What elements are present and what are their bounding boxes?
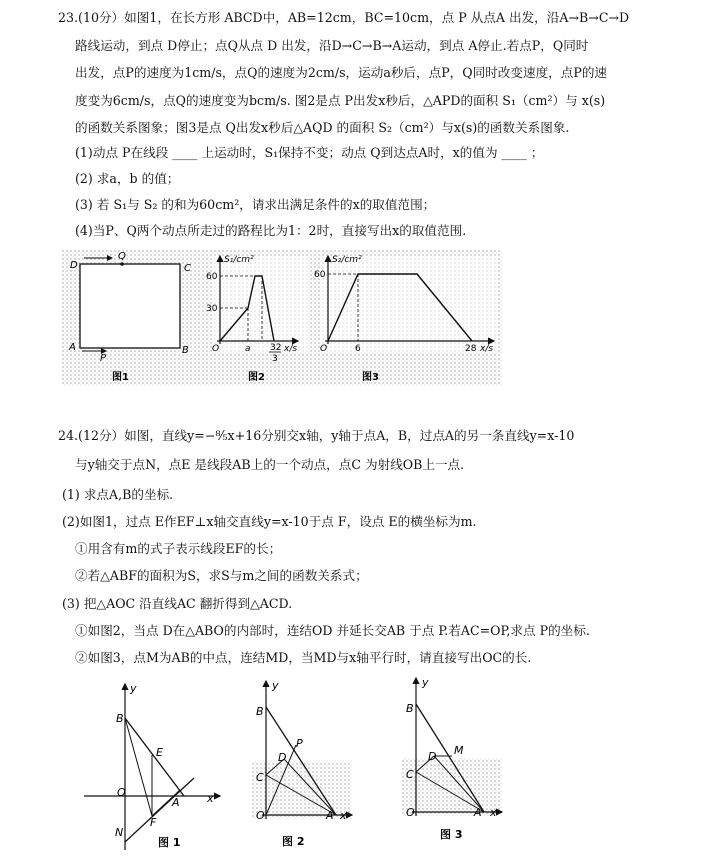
q24-line-9: ②如图3，点M为AB的中点，连结MD，当MD与x轴平行时，请直接写出OC的长. [75, 650, 532, 665]
axis-y: y [272, 679, 279, 692]
point-B: B [116, 712, 124, 725]
q24-line-2: 与y轴交于点N，点E 是线段AB上的一个动点，点C 为射线OB上一点. [75, 457, 465, 472]
label-A: A [69, 342, 76, 353]
fig3-x28: 28 [465, 344, 477, 354]
caption: 图 1 [158, 836, 181, 849]
caption: 图 3 [440, 828, 463, 841]
q24-line-1: 24.(12分）如图，直线y=−⁸⁄₅x+16分别交x轴，y轴于点A，B，过点A的另一条直线y=x-10 [58, 428, 575, 443]
fig2-ylabel: S₁/cm² [224, 255, 254, 265]
axis-x: x [340, 809, 347, 822]
origin-O: O [406, 806, 415, 819]
point-N: N [115, 826, 124, 839]
fig2-origin: O [212, 344, 220, 354]
fig3-caption: 图3 [362, 372, 379, 383]
q24-line-3: (1) 求点A,B的坐标. [62, 487, 174, 502]
q23-line-2: 路线运动，到点 D停止；点Q从点 D 出发，沿D→C→B→A运动，到点 A停止.若点P，Q同时 [75, 38, 589, 53]
fig3-x6: 6 [355, 344, 361, 354]
q23-line-4: 度变为6cm/s，点Q的速度变为bcm/s. 图2是点 P出发x秒后，△APD的面积 S₁（cm²）与 x(s) [75, 93, 606, 108]
caption: 图 2 [282, 835, 305, 848]
q24-line-6: ②若△ABF的面积为S，求S与m之间的函数关系式； [75, 568, 368, 583]
q23-line-8: (3) 若 S₁与 S₂ 的和为60cm²，请求出满足条件的x的取值范围； [75, 197, 436, 212]
origin-O: O [117, 786, 126, 799]
point-M: M [454, 744, 464, 757]
axis-x: x [207, 792, 214, 805]
fig3-ylabel: S₂/cm² [332, 255, 362, 265]
fig3-xlabel: x/s [480, 344, 494, 354]
q24-fig3 [398, 672, 508, 852]
fig2-y60: 60 [206, 272, 218, 282]
fig2-x3: 3 [272, 354, 278, 364]
q23-figures [62, 250, 502, 386]
label-B: B [182, 345, 189, 356]
point-D: D [428, 750, 437, 763]
point-A: A [474, 806, 482, 819]
q24-fig1 [80, 678, 230, 858]
point-A: A [326, 809, 334, 822]
fig3-origin: O [320, 344, 328, 354]
q24-line-5: ①用含有m的式子表示线段EF的长； [75, 541, 282, 556]
label-C: C [184, 263, 191, 274]
q23-line-9: (4)当P、Q两个动点所走过的路程比为1：2时，直接写出x的取值范围. [75, 223, 467, 238]
q23-line-1: 23.(10分）如图1，在长方形 ABCD中，AB=12cm，BC=10cm，点 P 从点A 出发，沿A→B→C→D [58, 10, 630, 25]
q23-line-7: (2) 求a，b 的值； [75, 171, 180, 186]
q24-line-8: ①如图2，当点 D在△ABO的内部时，连结OD 并延长交AB 于点 P.若AC=OP,求点 P的坐标. [75, 623, 590, 638]
fig2-xa: a [245, 344, 251, 354]
fig2-x32: 32 [270, 343, 282, 353]
point-F: F [150, 816, 157, 829]
label-P: P [100, 353, 107, 364]
point-C: C [406, 768, 414, 781]
q23-line-6: (1)动点 P在线段 ____ 上运动时，S₁保持不变；动点 Q到达点A时，x的值为 ____ ； [75, 145, 544, 160]
point-E: E [156, 746, 163, 759]
fig3-y60: 60 [314, 270, 326, 280]
axis-y: y [422, 676, 429, 689]
fig2-y30: 30 [206, 304, 218, 314]
origin-O: O [256, 809, 265, 822]
point-D: D [278, 751, 287, 764]
q24-line-4: (2)如图1，过点 E作EF⊥x轴交直线y=x-10于点 F，设点 E的横坐标为m. [62, 514, 477, 529]
point-A: A [172, 796, 180, 809]
label-Q: Q [118, 251, 126, 262]
q23-line-3: 出发，点P的速度为1cm/s，点Q的速度为2cm/s，运动a秒后，点P，Q同时改变速度，点P的速 [75, 65, 608, 80]
point-C: C [256, 771, 264, 784]
point-B: B [256, 705, 264, 718]
q24-line-7: (3) 把△AOC 沿直线AC 翻折得到△ACD. [62, 596, 293, 611]
axis-y: y [130, 682, 137, 695]
fig2-xlabel: x/s [284, 344, 298, 354]
point-P: P [296, 737, 303, 750]
axis-x: x [490, 806, 497, 819]
fig2-caption: 图2 [248, 372, 265, 383]
label-D: D [70, 260, 78, 271]
fig1-caption: 图1 [112, 372, 129, 383]
q23-line-5: 的函数关系图象；图3是点 Q出发x秒后△AQD 的面积 S₂（cm²）与x(s)的函数关系图象. [75, 120, 570, 135]
point-B: B [406, 702, 414, 715]
q24-fig2 [248, 675, 358, 855]
